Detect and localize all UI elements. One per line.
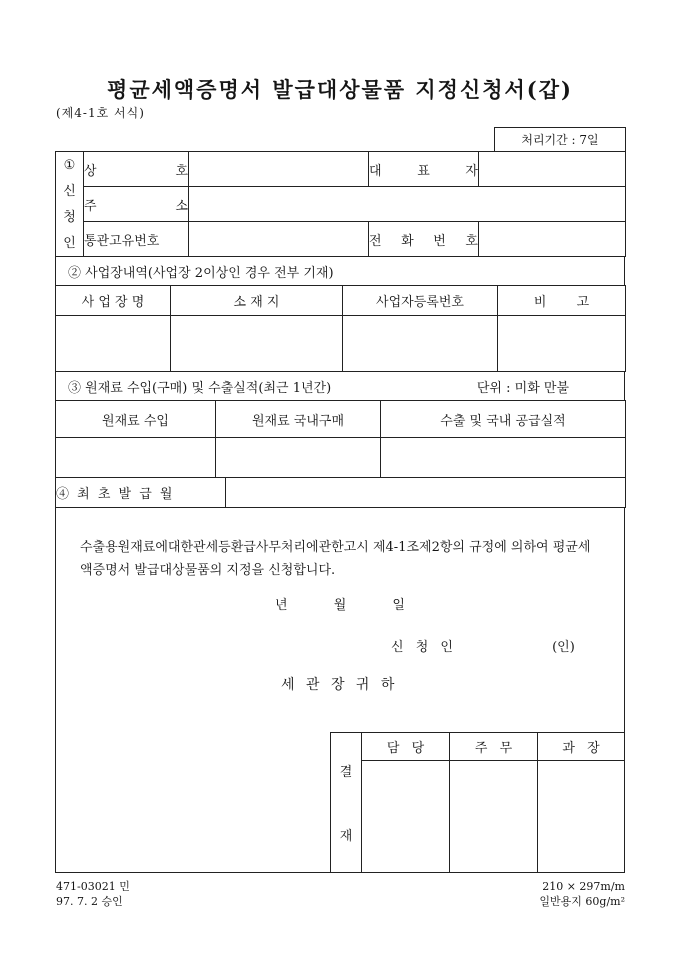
materials-export-header: 수출 및 국내 공급실적 xyxy=(381,401,626,438)
company-name-label: 상 호 xyxy=(84,152,189,187)
footer-approval-date: 97. 7. 2 승인 xyxy=(56,895,123,908)
approval-table xyxy=(330,732,625,873)
applicant-side-stack xyxy=(56,158,83,251)
materials-domestic-header: 원재료 국내구매 xyxy=(216,401,381,438)
materials-header-row xyxy=(56,401,626,438)
applicant-side-char: 인 xyxy=(63,235,76,251)
workplace-table xyxy=(55,285,626,372)
applicant-side-char: ① xyxy=(63,157,76,173)
workplace-location-header: 소 재 지 xyxy=(171,286,343,316)
workplace-note-field xyxy=(498,316,626,372)
applicant-side-label xyxy=(56,152,84,257)
date-line: 년 월 일 xyxy=(275,598,405,613)
company-name-field xyxy=(189,152,369,187)
applicant-sign-line xyxy=(391,636,575,655)
form-code: (제4-1호 서식) xyxy=(56,106,145,120)
workplace-regno-field xyxy=(343,316,498,372)
materials-unit-note: 단위 : 미화 만불 xyxy=(476,380,569,396)
materials-import-header: 원재료 수입 xyxy=(56,401,216,438)
declaration-text: 수출용원재료에대한관세등환급사무처리에관한고시 제4-1조제2항의 규정에 의하여 평균세액증명서 발급대상물품의 지정을 신청합니다. xyxy=(80,540,591,578)
approval-side-char: 재 xyxy=(339,829,353,844)
declaration-section xyxy=(55,507,625,873)
footer-form-number: 471-03021 민 xyxy=(56,880,130,893)
workplace-name-field xyxy=(56,316,171,372)
representative-field xyxy=(479,152,626,187)
footer-left xyxy=(56,879,130,909)
workplace-header-row xyxy=(56,286,626,316)
representative-label: 대 표 자 xyxy=(369,152,479,187)
footer-right xyxy=(539,879,625,909)
materials-domestic-field xyxy=(216,438,381,478)
applicant-row-address xyxy=(56,187,626,222)
applicant-table xyxy=(55,151,626,257)
materials-table xyxy=(55,400,626,478)
approval-side-label xyxy=(331,733,362,873)
applicant-sign-label: 신 청 인 xyxy=(391,640,453,655)
address-field xyxy=(189,187,626,222)
workplace-regno-header: 사업자등록번호 xyxy=(343,286,498,316)
approval-staff-header: 담 당 xyxy=(362,733,450,761)
processing-period-box xyxy=(494,127,626,152)
customs-id-field xyxy=(189,222,369,257)
phone-label: 전 화 번 호 xyxy=(369,222,479,257)
customs-id-label: 통관고유번호 xyxy=(84,222,189,257)
seal-label: (인) xyxy=(552,640,575,655)
workplace-empty-row xyxy=(56,316,626,372)
approval-staff-field xyxy=(362,761,450,873)
workplace-location-field xyxy=(171,316,343,372)
approval-manager-field xyxy=(450,761,538,873)
footer-paper-size: 210 × 297m/m xyxy=(542,880,625,893)
approval-chief-header: 과 장 xyxy=(538,733,625,761)
form-body xyxy=(55,152,625,873)
materials-section-title xyxy=(55,371,625,401)
page-title: 평균세액증명서 발급대상물품 지정신청서(갑) xyxy=(107,77,573,102)
materials-empty-row xyxy=(56,438,626,478)
applicant-row-company xyxy=(56,152,626,187)
phone-field xyxy=(479,222,626,257)
first-issue-row xyxy=(56,478,626,508)
applicant-row-customs xyxy=(56,222,626,257)
materials-section-label: ③ 원재료 수입(구매) 및 수출실적(최근 1년간) xyxy=(68,380,332,396)
workplace-note-header: 비 고 xyxy=(498,286,626,316)
approval-side-char: 결 xyxy=(339,765,353,780)
footer-paper-type: 일반용지 60g/m² xyxy=(539,895,625,908)
workplace-section-label: ② 사업장내역(사업장 2이상인 경우 전부 기재) xyxy=(68,265,334,281)
recipient-line: 세 관 장 귀 하 xyxy=(281,677,395,693)
approval-manager-header: 주 무 xyxy=(450,733,538,761)
applicant-side-char: 신 xyxy=(63,183,76,199)
materials-export-field xyxy=(381,438,626,478)
workplace-name-header: 사 업 장 명 xyxy=(56,286,171,316)
approval-side-stack xyxy=(331,739,361,867)
approval-header-row xyxy=(331,733,625,761)
address-label: 주 소 xyxy=(84,187,189,222)
approval-chief-field xyxy=(538,761,625,873)
first-issue-label: ④ 최 초 발 급 월 xyxy=(56,478,226,508)
approval-empty-row xyxy=(331,761,625,873)
first-issue-table xyxy=(55,477,626,508)
processing-period-label: 처리기간 : 7일 xyxy=(521,133,599,147)
first-issue-field xyxy=(226,478,626,508)
materials-import-field xyxy=(56,438,216,478)
applicant-side-char: 청 xyxy=(63,209,76,225)
workplace-section-title xyxy=(55,256,625,286)
